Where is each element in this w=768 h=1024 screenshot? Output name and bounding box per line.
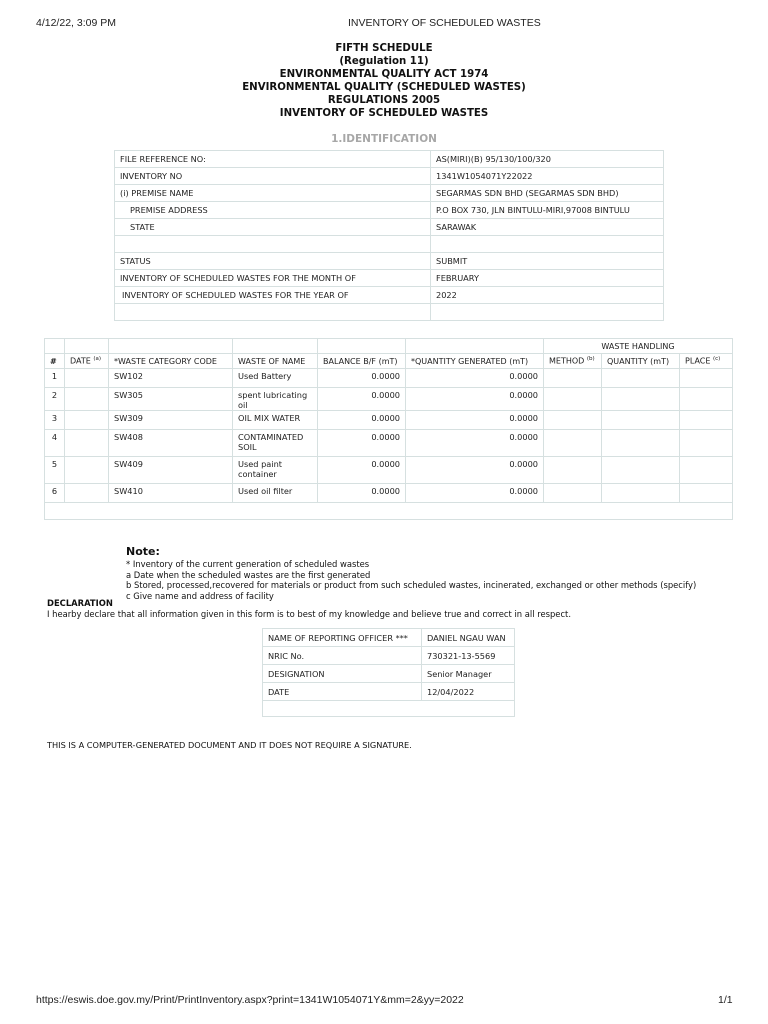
designation-label: DESIGNATION (263, 665, 422, 683)
declaration-text: I hearby declare that all information given in this form is to best of my knowledge and believe true and correct in all respect. (47, 609, 572, 619)
table-row (115, 287, 664, 304)
designation-value: Senior Manager (422, 665, 515, 683)
identification-heading: 1.IDENTIFICATION (331, 133, 437, 145)
premise-name-label: (i) PREMISE NAME (115, 185, 431, 202)
table-row (263, 683, 515, 701)
table-row: 1 SW102 Used Battery 0.0000 0.0000 (45, 369, 733, 388)
status-value: SUBMIT (431, 253, 664, 270)
title-eqa: ENVIRONMENTAL QUALITY ACT 1974 (279, 69, 489, 80)
note-item: b Stored, processed,recovered for materials or product from such scheduled wastes, incinerated, exchanged or other methods (specify) (126, 580, 697, 590)
state-value: SARAWAK (431, 219, 664, 236)
table-row (115, 253, 664, 270)
col-method: METHOD $^{(b)}$ (544, 354, 602, 369)
status-label: STATUS (115, 253, 431, 270)
col-waste-category-code: *WASTE CATEGORY CODE (109, 354, 233, 369)
year-value: 2022 (431, 287, 664, 304)
nric-value: 730321-13-5569 (422, 647, 515, 665)
waste-handling-header: WASTE HANDLING (544, 339, 733, 354)
title-inventory: INVENTORY OF SCHEDULED WASTES (279, 108, 489, 119)
title-regulation: (Regulation 11) (339, 56, 429, 67)
col-quantity-generated: *QUANTITY GENERATED (mT) (406, 354, 544, 369)
table-row: 2 SW305 spent lubricating oil 0.0000 0.0000 (45, 388, 733, 411)
month-label: INVENTORY OF SCHEDULED WASTES FOR THE MONTH OF (115, 270, 431, 287)
officer-name-label: NAME OF REPORTING OFFICER *** (263, 629, 422, 647)
table-row: 4 SW408 CONTAMINATED SOIL 0.0000 0.0000 (45, 430, 733, 457)
table-row (263, 647, 515, 665)
col-quantity: QUANTITY (mT) (602, 354, 680, 369)
print-datetime: 4/12/22, 3:09 PM (36, 17, 116, 29)
document-titles (0, 42, 768, 120)
table-row (115, 219, 664, 236)
col-date: DATE $^{(a)}$ (65, 354, 109, 369)
table-row (115, 304, 664, 321)
note-item: c Give name and address of facility (126, 590, 274, 601)
inventory-no-label: INVENTORY NO (115, 168, 431, 185)
identification-table (114, 150, 664, 321)
month-value: FEBRUARY (431, 270, 664, 287)
premise-address-label: PREMISE ADDRESS (115, 202, 431, 219)
col-num: # (45, 354, 65, 369)
officer-table (262, 628, 515, 717)
nric-label: NRIC No. (263, 647, 422, 665)
table-row (115, 236, 664, 253)
year-label: INVENTORY OF SCHEDULED WASTES FOR THE YEAR OF (115, 287, 431, 304)
premise-address-value: P.O BOX 730, JLN BINTULU-MIRI,97008 BINTULU (431, 202, 664, 219)
title-regulations-2005: REGULATIONS 2005 (327, 95, 441, 106)
date-label: DATE (263, 683, 422, 701)
state-label: STATE (115, 219, 431, 236)
table-row (115, 202, 664, 219)
table-row: 5 SW409 Used paint container 0.0000 0.0000 (45, 457, 733, 484)
declaration-heading: DECLARATION (47, 598, 113, 608)
note-heading: Note: (126, 545, 160, 558)
page-number: 1/1 (718, 994, 733, 1006)
table-row: 3 SW309 OIL MIX WATER 0.0000 0.0000 (45, 411, 733, 430)
table-row (45, 503, 733, 520)
title-fifth-schedule: FIFTH SCHEDULE (335, 43, 433, 54)
officer-name-value: DANIEL NGAU WAN (422, 629, 515, 647)
print-url: https://eswis.doe.gov.my/Print/PrintInventory.aspx?print=1341W1054071Y&mm=2&yy=2022 (36, 994, 464, 1006)
col-balance: BALANCE B/F (mT) (318, 354, 406, 369)
computer-generated-notice: THIS IS A COMPUTER-GENERATED DOCUMENT AND IT DOES NOT REQUIRE A SIGNATURE. (47, 740, 412, 750)
table-row (115, 151, 664, 168)
col-place: PLACE $^{(c)}$ (680, 354, 733, 369)
table-row (263, 629, 515, 647)
file-ref-value: AS(MIRI)(B) 95/130/100/320 (431, 151, 664, 168)
table-row (115, 185, 664, 202)
table-row (263, 665, 515, 683)
table-row (115, 270, 664, 287)
note-item: * Inventory of the current generation of scheduled wastes (126, 559, 370, 569)
print-title: INVENTORY OF SCHEDULED WASTES (348, 17, 541, 29)
table-row: 6 SW410 Used oil filter 0.0000 0.0000 (45, 484, 733, 503)
col-waste-name: WASTE OF NAME (233, 354, 318, 369)
title-eq-scheduled-wastes: ENVIRONMENTAL QUALITY (SCHEDULED WASTES) (242, 82, 526, 93)
table-header-row (45, 354, 733, 369)
premise-name-value: SEGARMAS SDN BHD (SEGARMAS SDN BHD) (431, 185, 664, 202)
waste-table (44, 338, 733, 520)
table-row (115, 168, 664, 185)
notes-list (126, 559, 696, 601)
date-value: 12/04/2022 (422, 683, 515, 701)
table-row (263, 701, 515, 717)
file-ref-label: FILE REFERENCE NO: (115, 151, 431, 168)
note-item: a Date when the scheduled wastes are the first generated (126, 569, 371, 580)
table-header-row (45, 339, 733, 354)
inventory-no-value: 1341W1054071Y22022 (431, 168, 664, 185)
